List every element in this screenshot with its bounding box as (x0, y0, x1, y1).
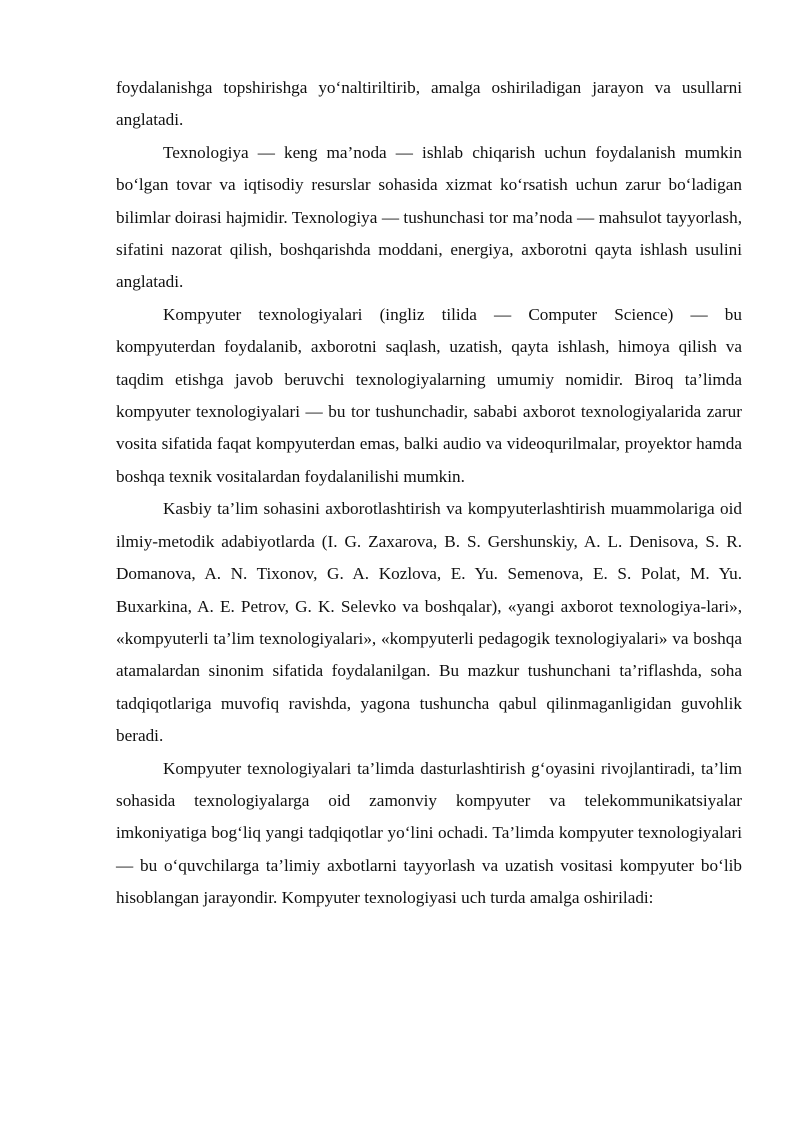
paragraph-continuation: foydalanishga topshirishga yo‘naltiriltirib, amalga oshiriladigan jarayon va usullarni anglatadi. (116, 78, 742, 130)
paragraph-computer-technologies: Kompyuter texnologiyalari (ingliz tilida — Computer Science) — bu kompyuterdan foydalanib, axborotni saqlash, uzatish, qayta ishlash, himoya qilish va taqdim etishga javob beruvchi texnologiyalarning umumiy nomidir. Biroq ta’limda kompyuter texnologiyalari — bu tor tushunchadir, sababi axborot texnologiyalarida zarur vosita sifatida faqat kompyuterdan emas, balki audio va videoqurilmalar, proyektor hamda boshqa texnik vositalardan foydalanilishi mumkin. (116, 304, 742, 486)
paragraph-vocational-education: Kasbiy ta’lim sohasini axborotlashtirish va kompyuterlashtirish muammolariga oid ilmiy-metodik adabiyotlarda (I. G. Zaxarova, B. S. Gershunskiy, A. L. Denisova, S. R. Domanova, A. N. Tixonov, G. A. Kozlova, E. Yu. Semenova, E. S. Polat, M. Yu. Buxarkina, A. E. Petrov, G. K. Selevko va boshqalar), «yangi axborot texnologiya-lari», «kompyuterli ta’lim texnologiyalari», «kompyuterli pedagogik texnologiyalari» va boshqa atamalardan sinonim sifatida foydalanilgan. Bu mazkur tushunchani ta’riflashda, soha tadqiqotlariga muvofiq ravishda, yagona tushuncha qabul qilinmaganligidan guvohlik beradi. (116, 499, 742, 746)
paragraph-education-programming: Kompyuter texnologiyalari ta’limda dasturlashtirish g‘oyasini rivojlantiradi, ta’lim sohasida texnologiyalarga oid zamonviy kompyuter va telekommunikatsiyalar imkoniyatiga bog‘liq yangi tadqiqotlar yo‘lini ochadi. Ta’limda kompyuter texnologiyalari — bu o‘quvchilarga ta’limiy axbotlarni tayyorlash va uzatish vositasi kompyuter bo‘lib hisoblangan jarayondir. Kompyuter texnologiyasi uch turda amalga oshiriladi: (116, 758, 742, 908)
paragraph-technology-definition: Texnologiya — keng ma’noda — ishlab chiqarish uchun foydalanish mumkin bo‘lgan tovar va iqtisodiy resurslar sohasida xizmat ko‘rsatish uchun zarur bo‘ladigan bilimlar doirasi hajmidir. Texnologiya — tushunchasi tor ma’noda — mahsulot tayyorlash, sifatini nazorat qilish, boshqarishda moddani, energiya, axborotni qayta ishlash usulini anglatadi. (116, 142, 742, 292)
document-page (116, 72, 742, 915)
